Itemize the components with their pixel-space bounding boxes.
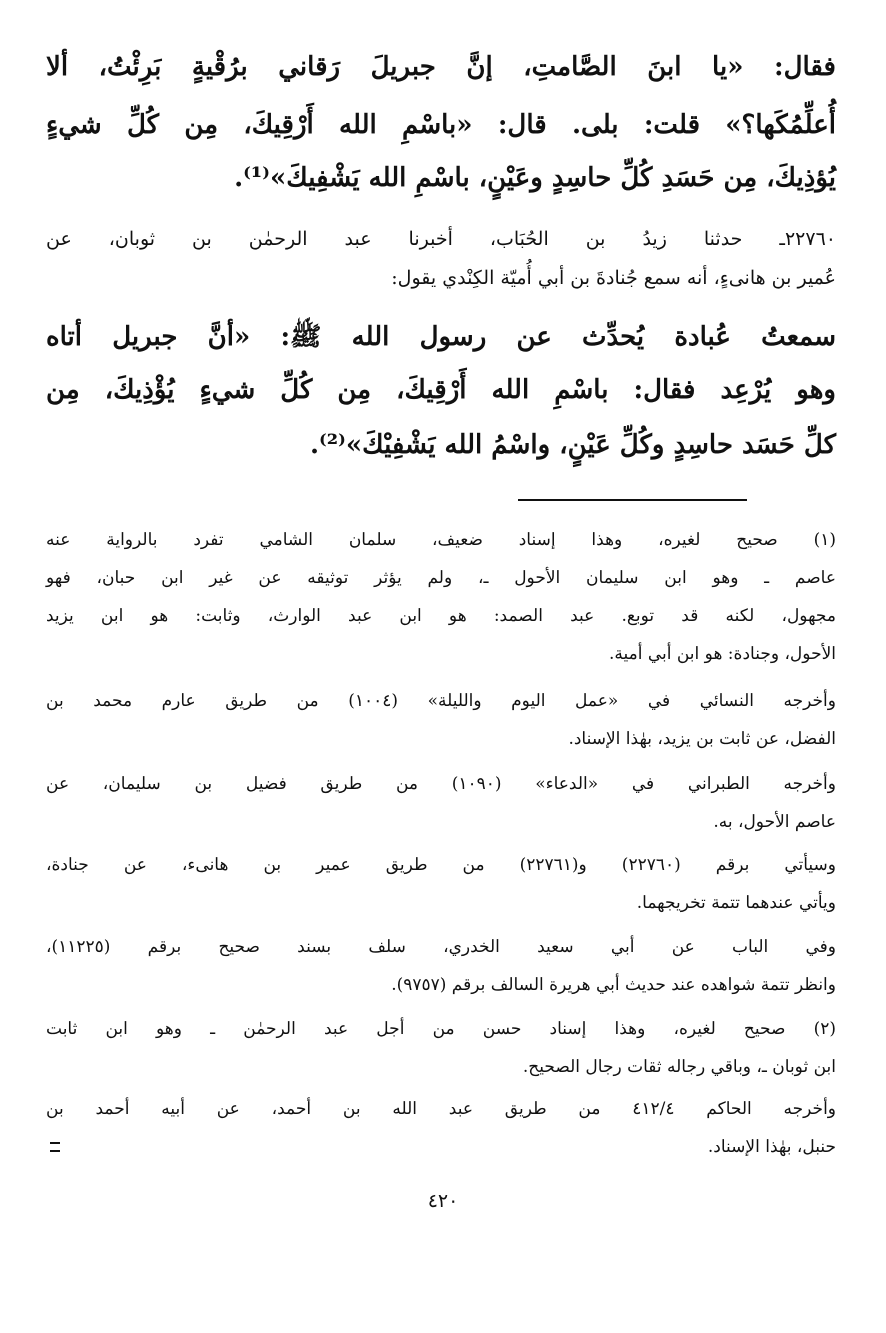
footnote-line-4: الأحول، وجنادة: هو ابن أبي أمية. [608, 644, 836, 664]
footnote-line-13: (٢) صحيح لغيره، وهذا إسناد حسن من أجل عبد الرحمٰن ـ وهو ابن ثابت [46, 1019, 836, 1039]
footnote-line-5: وأخرجه النسائي في «عمل اليوم والليلة» (١٠٠٤) من طريق عارم محمد بن [46, 691, 836, 711]
main-line-7: وهو يُرْعِد فقال: باسْمِ الله أَرْقِيكَ، مِن كُلِّ شيءٍ يُؤْذِيكَ، مِن [46, 375, 836, 405]
footnote-line-8: عاصم الأحول، به. [713, 812, 836, 832]
page-number: ٤٢٠ [427, 1190, 459, 1212]
footnote-line-7: وأخرجه الطبراني في «الدعاء» (١٠٩٠) من طريق فضيل بن سليمان، عن [46, 774, 836, 794]
footnote-line-2: عاصم ـ وهو ابن سليمان الأحول ـ، ولم يؤثر توثيقه عن غير ابن حبان، فهو [46, 568, 836, 588]
footnote-line-6: الفضل، عن ثابت بن يزيد، بهٰذا الإسناد. [568, 729, 836, 749]
continuation-mark [50, 1142, 60, 1152]
main-line-2: أُعلِّمُكَها؟» قلت: بلى. قال: «باسْمِ الله أَرْقِيكَ، مِن كُلِّ شيءٍ [46, 110, 836, 140]
footnote-line-16: حنبل، بهٰذا الإسناد. [707, 1137, 836, 1157]
footnote-separator [518, 499, 747, 501]
footnote-line-10: ويأتي عندهما تتمة تخريجهما. [636, 893, 836, 913]
main-line-3: يُؤذِيكَ، مِن حَسَدِ كُلِّ حاسِدٍ وعَيْنٍ، باسْمِ الله يَشْفِيكَ»⁽¹⁾. [234, 163, 836, 193]
footnote-line-1: (١) صحيح لغيره، وهذا إسناد ضعيف، سلمان الشامي تفرد بالرواية عنه [46, 530, 836, 550]
footnote-line-15: وأخرجه الحاكم ٤١٢/٤ من طريق عبد الله بن أحمد، عن أبيه أحمد بن [46, 1099, 836, 1119]
hadith-chain-line-2: عُمير بن هانىءٍ، أنه سمع جُنادةَ بن أبي أُميّة الكِنْدي يقول: [391, 267, 836, 289]
footnote-line-11: وفي الباب عن أبي سعيد الخدري، سلف بسند صحيح برقم (١١٢٢٥)، [46, 937, 836, 957]
main-line-1: فقال: «يا ابنَ الصَّامتِ، إنَّ جبريلَ رَقاني برُقْيةٍ بَرِئْتُ، ألا [46, 52, 836, 82]
hadith-chain-line-1: ٢٢٧٦٠ـ حدثنا زيدُ بن الحُبَاب، أخبرنا عبد الرحمٰن بن ثوبان، عن [46, 228, 836, 250]
footnote-line-3: مجهول، لكنه قد توبع. عبد الصمد: هو ابن عبد الوارث، وثابت: هو ابن يزيد [46, 606, 836, 626]
footnote-line-14: ابن ثوبان ـ، وباقي رجاله ثقات رجال الصحيح. [522, 1057, 836, 1077]
footnote-line-12: وانظر تتمة شواهده عند حديث أبي هريرة السالف برقم (٩٧٥٧). [391, 975, 836, 995]
footnote-line-9: وسيأتي برقم (٢٢٧٦٠) و(٢٢٧٦١) من طريق عمير بن هانىء، عن جنادة، [46, 855, 837, 875]
main-line-8: كلِّ حَسَد حاسِدٍ وكُلِّ عَيْنٍ، واسْمُ الله يَشْفِيْكَ»⁽²⁾. [309, 430, 836, 460]
main-line-6: سمعتُ عُبادة يُحدِّث عن رسول الله ﷺ: «أنَّ جبريل أتاه [46, 322, 836, 352]
